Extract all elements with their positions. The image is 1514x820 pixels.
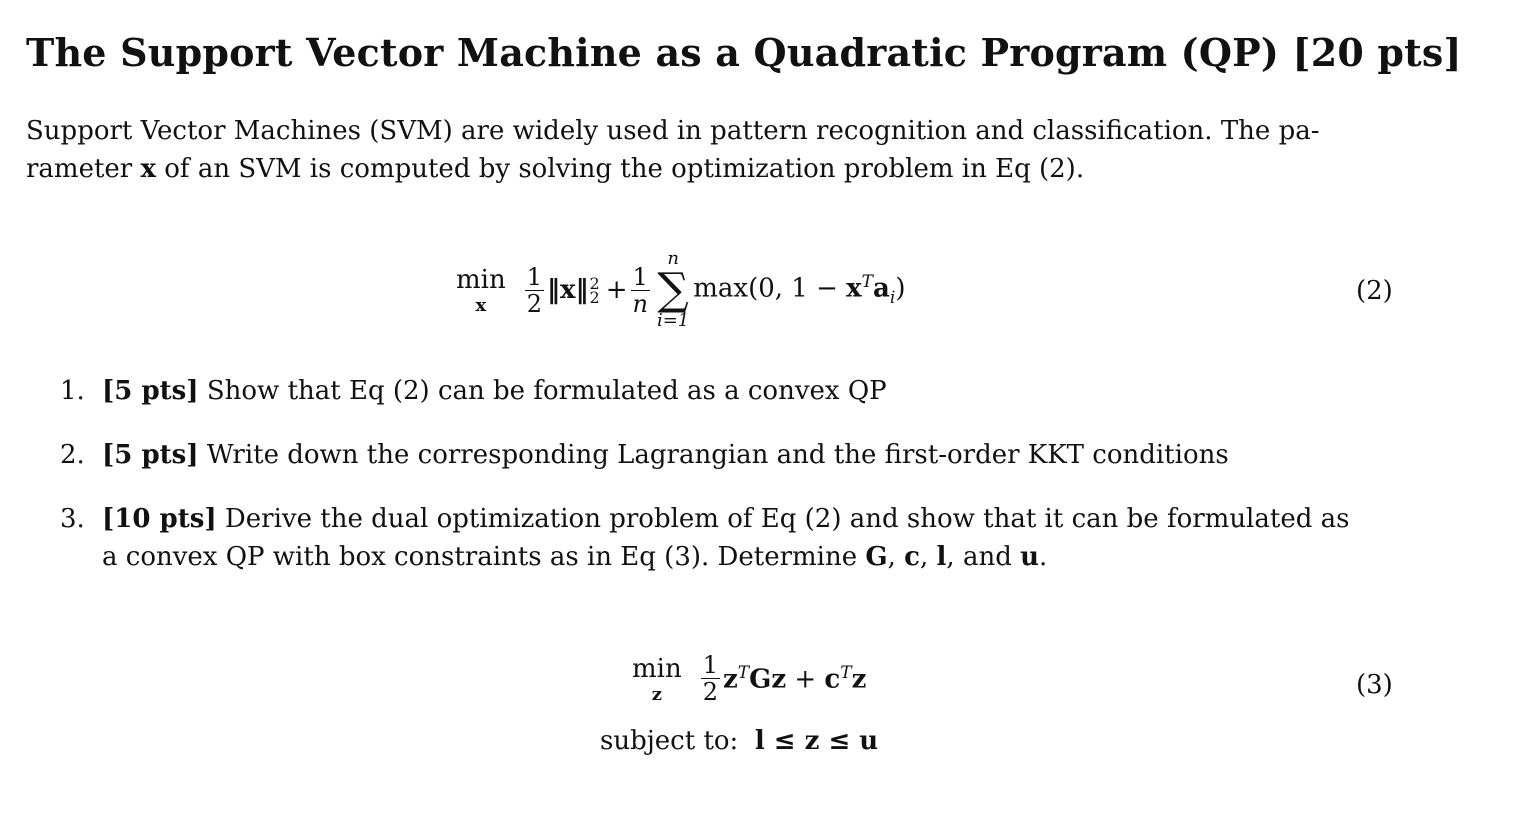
eq3-subject-to: subject to: [600, 726, 739, 756]
question-item-2 [60, 436, 1400, 474]
eq2-min: min [456, 265, 506, 295]
question-number-1: 1. [60, 376, 85, 406]
eq2-norm-body: ‖x‖ [547, 275, 589, 305]
eq3-sup-T1: T [737, 662, 750, 683]
question-3-l: l [936, 542, 947, 572]
eq2-x: x [846, 273, 862, 304]
question-3-c: c [904, 542, 920, 572]
question-3-sep1: , [887, 542, 905, 572]
intro-variable-x: x [140, 154, 157, 184]
eq3-sup-T2: T [840, 662, 852, 683]
eq2-norm [547, 275, 600, 305]
eq3-half-den: 2 [702, 678, 718, 706]
eq2-sum-bottom: i=1 [656, 310, 690, 331]
question-pts-2: [5 pts] [102, 440, 199, 470]
equation-3 [632, 652, 866, 705]
eq2-half-fraction [525, 264, 544, 317]
equation-2 [456, 250, 905, 330]
eq3-half-fraction [701, 652, 720, 705]
question-3-G: G [865, 542, 888, 572]
eq3-min-operator [632, 654, 682, 704]
eq2-min-operator [456, 265, 506, 315]
eq3-min: min [632, 653, 682, 684]
eq2-sum-symbol: ∑ [657, 264, 689, 315]
eq2-frac-den: n [632, 289, 648, 318]
eq3-Gz: Gz [749, 664, 787, 695]
eq2-sum-operator [657, 250, 689, 330]
question-3-sep3: , and [946, 542, 1021, 572]
question-item-1 [60, 372, 1400, 410]
question-pts-1: [5 pts] [102, 376, 199, 406]
eq3-min-sub: z [651, 683, 662, 705]
eq2-min-sub: x [475, 295, 487, 316]
question-number-3: 3. [60, 504, 85, 534]
question-3-line2-pre: a convex QP with box constraints as in Eq (3). Determine [102, 542, 866, 572]
eq3-z2: z [851, 664, 867, 695]
eq3-half-num: 1 [702, 651, 718, 679]
eq3-c: c [824, 664, 841, 695]
eq3-plus: + [786, 664, 825, 695]
eq3-constraint-row [600, 726, 878, 756]
eq3-z1: z [723, 664, 738, 695]
eq2-half-den: 2 [526, 289, 542, 318]
question-3-end: . [1039, 542, 1048, 572]
intro-line-2-pre: rameter [26, 154, 141, 184]
page-title: The Support Vector Machine as a Quadratic Program (QP) [20 pts] [26, 30, 1462, 75]
equation-3-number: (3) [1356, 670, 1393, 700]
eq2-sum-top: n [667, 248, 679, 269]
intro-line-2 [26, 150, 1396, 188]
eq2-half-num: 1 [526, 262, 542, 291]
eq2-plus: + [605, 275, 628, 305]
eq2-a-sub: i [889, 287, 896, 308]
question-3-sep2: , [920, 542, 937, 572]
question-text-3: Derive the dual optimization problem of Eq (2) and show that it can be formulated as [216, 504, 1350, 534]
intro-line-1: Support Vector Machines (SVM) are widely used in pattern recognition and classification. The pa- [26, 116, 1320, 146]
eq2-sup-T: T [861, 272, 874, 293]
eq2-norm-sub: 2 [589, 288, 600, 307]
question-item-3 [60, 500, 1400, 576]
eq3-objective [723, 663, 866, 695]
eq2-close: ) [895, 273, 906, 304]
eq2-norm-sup: 2 [589, 274, 600, 293]
eq3-constraint: l ≤ z ≤ u [754, 726, 879, 756]
eq2-max-pre: max(0, 1 − [693, 273, 847, 304]
eq2-frac-num: 1 [632, 262, 648, 291]
question-number-2: 2. [60, 440, 85, 470]
eq2-1-over-n [631, 264, 650, 317]
question-text-2: Write down the corresponding Lagrangian and the first-order KKT conditions [198, 440, 1229, 470]
intro-paragraph [26, 112, 1396, 188]
eq2-a: a [873, 273, 890, 304]
question-list [60, 372, 1400, 602]
intro-line-2-post: of an SVM is computed by solving the optimization problem in Eq (2). [156, 154, 1085, 184]
question-text-1: Show that Eq (2) can be formulated as a convex QP [198, 376, 887, 406]
equation-2-number: (2) [1356, 276, 1393, 306]
question-3-u: u [1020, 542, 1040, 572]
eq2-max-term [693, 272, 905, 308]
question-pts-3: [10 pts] [102, 504, 217, 534]
